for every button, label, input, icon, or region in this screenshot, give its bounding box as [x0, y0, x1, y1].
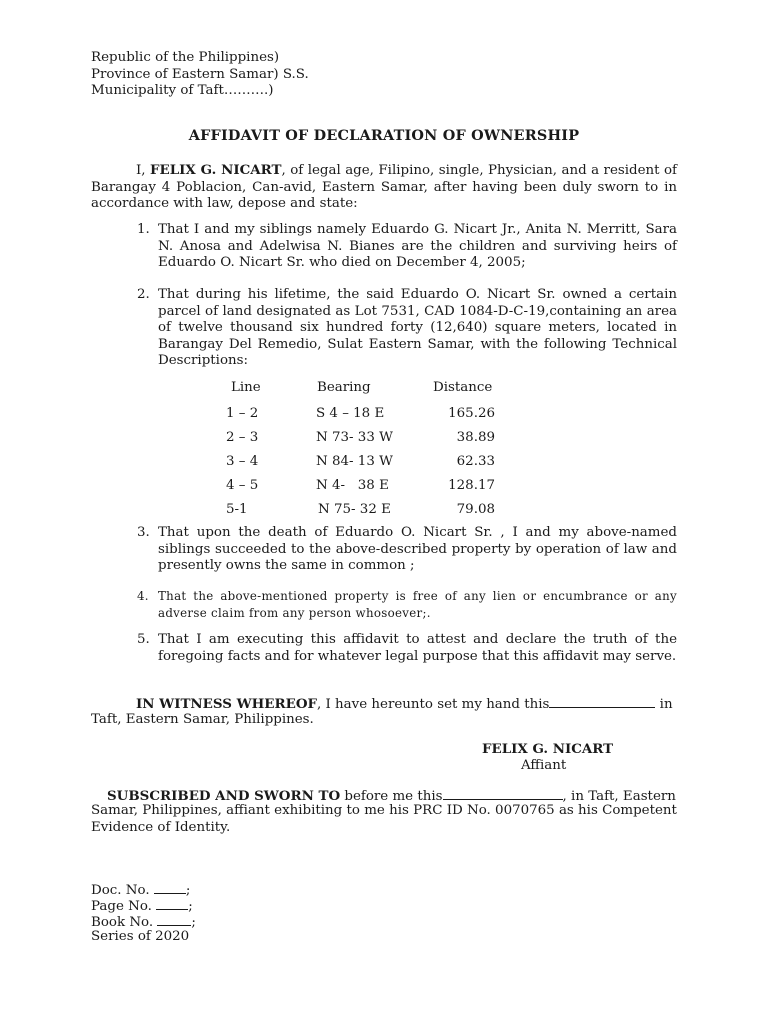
witness-text: , I have hereunto set my hand this [317, 697, 550, 712]
jurat-line-2: Samar, Philippines, affiant exhibiting to me his PRC ID No. 0070765 as his Competent [91, 803, 677, 818]
item-text: That I am executing this affidavit to attest and declare the truth of the foregoing facts and for whatever legal purpose that this affidavit may serve. [158, 632, 677, 664]
page-number-end: ; [188, 899, 193, 914]
intro-rest: , of legal age, Filipino, single, Physician, and a resident of Barangay 4 Poblacion, Can-avid, Eastern Samar, after having been duly sworn to in accordance with law, depose and state: [91, 163, 677, 211]
table-cell-distance: 38.89 [456, 430, 495, 445]
table-header-bearing: Bearing [317, 380, 371, 395]
table-cell-bearing: S 4 – 18 E [316, 406, 385, 421]
doc-number-label: Doc. No. [91, 883, 154, 898]
series-year: Series of 2020 [91, 929, 190, 944]
item-text: That I and my siblings namely Eduardo G. Nicart Jr., Anita N. Merritt, Sara N. Anosa and Adelwisa N. Bianes are the children and surviving heirs of Eduardo O. Nicart Sr. who died on December 4, 2005; [158, 222, 677, 270]
jurat-line-3: Evidence of Identity. [91, 820, 231, 835]
page-number-label: Page No. [91, 899, 157, 914]
signatory-role: Affiant [521, 758, 567, 773]
intro-lead: I, [136, 163, 150, 178]
table-cell-bearing: N 75- 32 E [318, 502, 391, 517]
table-cell-bearing: N 84- 13 W [316, 454, 393, 469]
header-municipality: Municipality of Taft……….) [91, 83, 274, 98]
witness-text-end: in [655, 697, 673, 712]
item-number: 1. [137, 222, 150, 237]
doc-number-end: ; [185, 883, 191, 898]
item-text: That upon the death of Eduardo O. Nicart Sr. , I and my above-named siblings succeeded to the above-described property by operation of law and presently owns the same in common ; [158, 525, 677, 573]
book-number-blank [157, 913, 191, 926]
table-cell-line: 5-1 [226, 502, 248, 517]
table-cell-line: 2 – 3 [226, 430, 259, 445]
table-cell-bearing: N 73- 33 W [316, 430, 393, 445]
table-cell-distance: 79.08 [456, 502, 495, 517]
table-cell-distance: 165.26 [448, 406, 495, 421]
table-header-distance: Distance [433, 380, 493, 395]
header-province: Province of Eastern Samar) S.S. [91, 67, 309, 82]
witness-heading: IN WITNESS WHEREOF [136, 696, 317, 712]
witness-place: Taft, Eastern Samar, Philippines. [91, 712, 314, 727]
table-cell-line: 3 – 4 [226, 454, 259, 469]
item-number: 4. [137, 589, 149, 603]
jurat-text-end: , in Taft, Eastern [562, 789, 676, 804]
document-title: AFFIDAVIT OF DECLARATION OF OWNERSHIP [188, 127, 580, 144]
date-blank [549, 695, 655, 708]
table-cell-line: 1 – 2 [226, 406, 259, 421]
item-number: 3. [137, 525, 150, 540]
affiant-name: FELIX G. NICART [150, 162, 282, 178]
item-number: 2. [137, 287, 150, 302]
item-text: That the above-mentioned property is free of any lien or encumbrance or any adverse claim from any person whosoever;. [158, 589, 677, 620]
table-cell-line: 4 – 5 [226, 478, 259, 493]
header-republic: Republic of the Philippines) [91, 50, 280, 65]
jurat-heading: SUBSCRIBED AND SWORN TO [107, 788, 341, 804]
page-number-blank [156, 897, 188, 910]
table-cell-bearing: N 4- 38 E [316, 478, 389, 493]
doc-number-blank [154, 881, 186, 894]
book-number-label: Book No. [91, 915, 158, 930]
item-text: That during his lifetime, the said Eduardo O. Nicart Sr. owned a certain parcel of land designated as Lot 7531, CAD 1084-D-C-19,containing an area of twelve thousand six hundred forty (12,640) square meters, located in Barangay Del Remedio, Sulat Eastern Samar, with the following Technical Descriptions: [158, 287, 677, 368]
jurat-date-blank [443, 787, 563, 800]
intro-paragraph [91, 162, 677, 213]
jurat-text: before me this [340, 789, 443, 804]
table-cell-distance: 128.17 [448, 478, 495, 493]
table-header-line: Line [231, 380, 261, 395]
signatory-name: FELIX G. NICART [482, 741, 614, 757]
item-number: 5. [137, 632, 150, 647]
witness-clause [136, 695, 673, 714]
table-cell-distance: 62.33 [456, 454, 495, 469]
book-number-end: ; [191, 915, 196, 930]
